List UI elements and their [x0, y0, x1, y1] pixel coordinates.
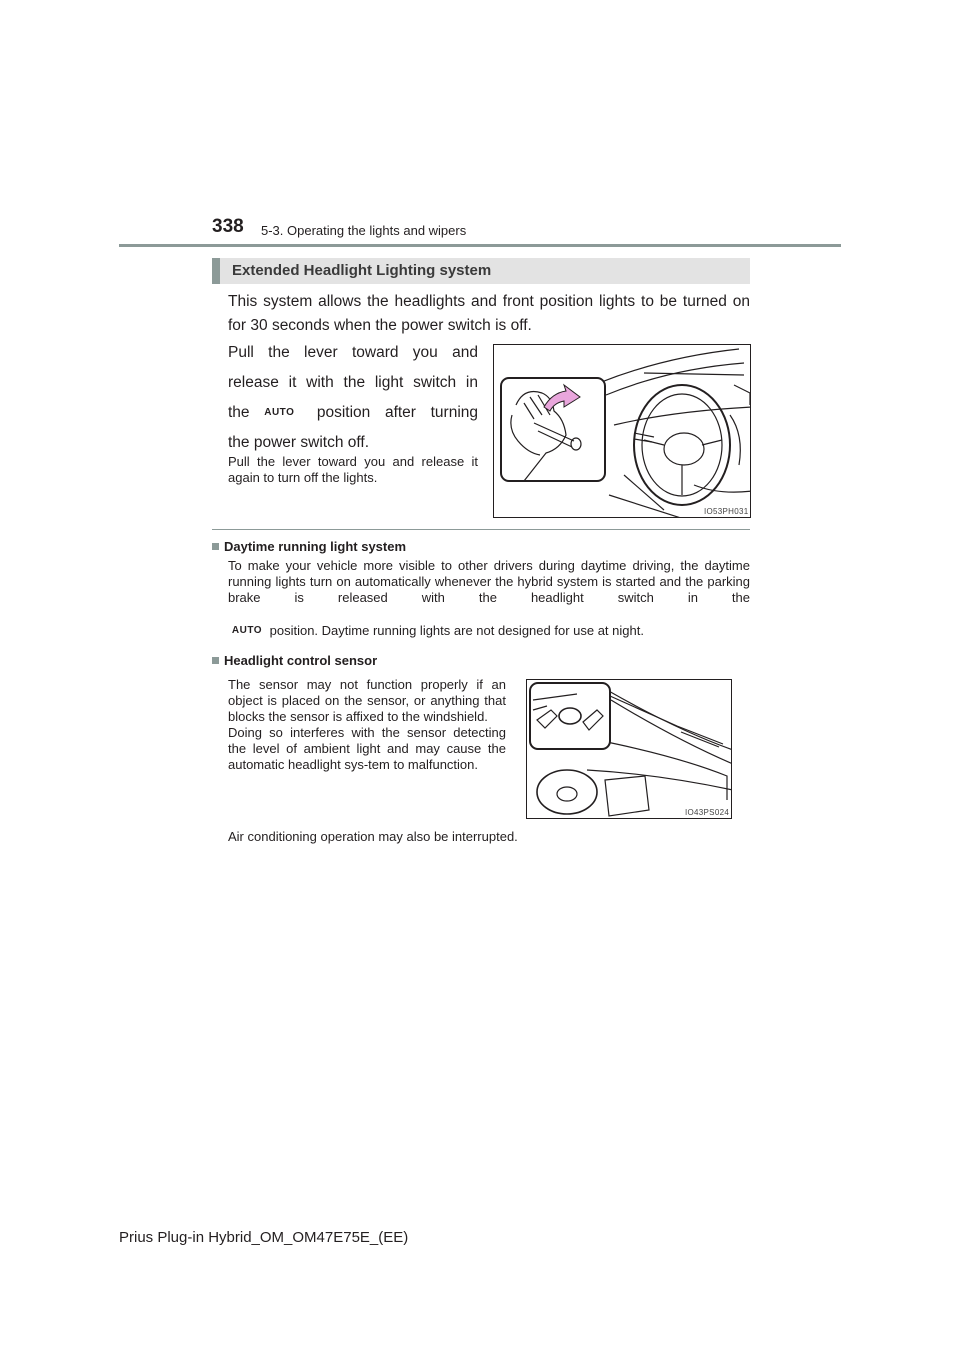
- sensor-heading-text: Headlight control sensor: [224, 653, 378, 668]
- figure-code: IO43PS024: [685, 808, 730, 817]
- bullet-square-icon: [212, 657, 219, 664]
- auto-position-icon: AUTO: [231, 625, 263, 636]
- instruction-line-3-post: position after turning: [316, 404, 479, 421]
- instruction-line-3: [228, 398, 478, 428]
- note-paragraph: Pull the lever toward you and release it again to turn off the lights.: [228, 454, 478, 485]
- auto-position-icon: AUTO: [264, 407, 295, 418]
- instruction-line-1: Pull the lever toward you and: [228, 344, 478, 361]
- section-heading: [212, 258, 750, 284]
- daytime-heading: [212, 539, 406, 554]
- section-title: 5-3. Operating the lights and wipers: [261, 223, 467, 238]
- daytime-heading-text: Daytime running light system: [224, 539, 407, 554]
- sensor-illustration: [526, 679, 732, 819]
- section-rule: [212, 529, 750, 530]
- sensor-heading: [212, 653, 377, 668]
- lever-illustration-svg: [494, 345, 751, 518]
- sensor-text-2: Doing so interferes with the sensor detecting the level of ambient light and may cause the automatic headlight sys-tem to malfunction.: [228, 725, 506, 772]
- instruction-line-4: the power switch off.: [228, 434, 370, 451]
- daytime-position-line: [228, 623, 644, 639]
- daytime-position-text: position. Daytime running lights are not designed for use at night.: [269, 623, 644, 638]
- aircon-note: Air conditioning operation may also be interrupted.: [228, 829, 518, 844]
- sensor-paragraph: [228, 677, 506, 773]
- section-heading-text: Extended Headlight Lighting system: [232, 262, 492, 279]
- header-rule: [119, 244, 841, 247]
- bullet-square-icon: [212, 543, 219, 550]
- daytime-paragraph: To make your vehicle more visible to other drivers during daytime driving, the daytime running lights turn on automatically whenever the hybrid system is started and the parking brake is released with the headlight switch in the: [228, 558, 750, 605]
- instruction-paragraph: [228, 338, 478, 458]
- lever-illustration: [493, 344, 751, 518]
- instruction-line-3-pre: the: [228, 404, 250, 421]
- sensor-text-1: The sensor may not function properly if an object is placed on the sensor, or anything that blocks the sensor is affixed to the windshield.: [228, 677, 506, 724]
- heading-accent: [212, 258, 220, 284]
- sensor-illustration-svg: [527, 680, 732, 819]
- intro-paragraph: This system allows the headlights and front position lights to be turned on for 30 seconds when the power switch is off.: [228, 293, 750, 334]
- instruction-line-2: release it with the light switch in: [228, 374, 478, 391]
- figure-code: IO53PH031: [704, 507, 749, 516]
- page-number: 338: [212, 216, 244, 237]
- footer-text: Prius Plug-in Hybrid_OM_OM47E75E_(EE): [119, 1229, 409, 1246]
